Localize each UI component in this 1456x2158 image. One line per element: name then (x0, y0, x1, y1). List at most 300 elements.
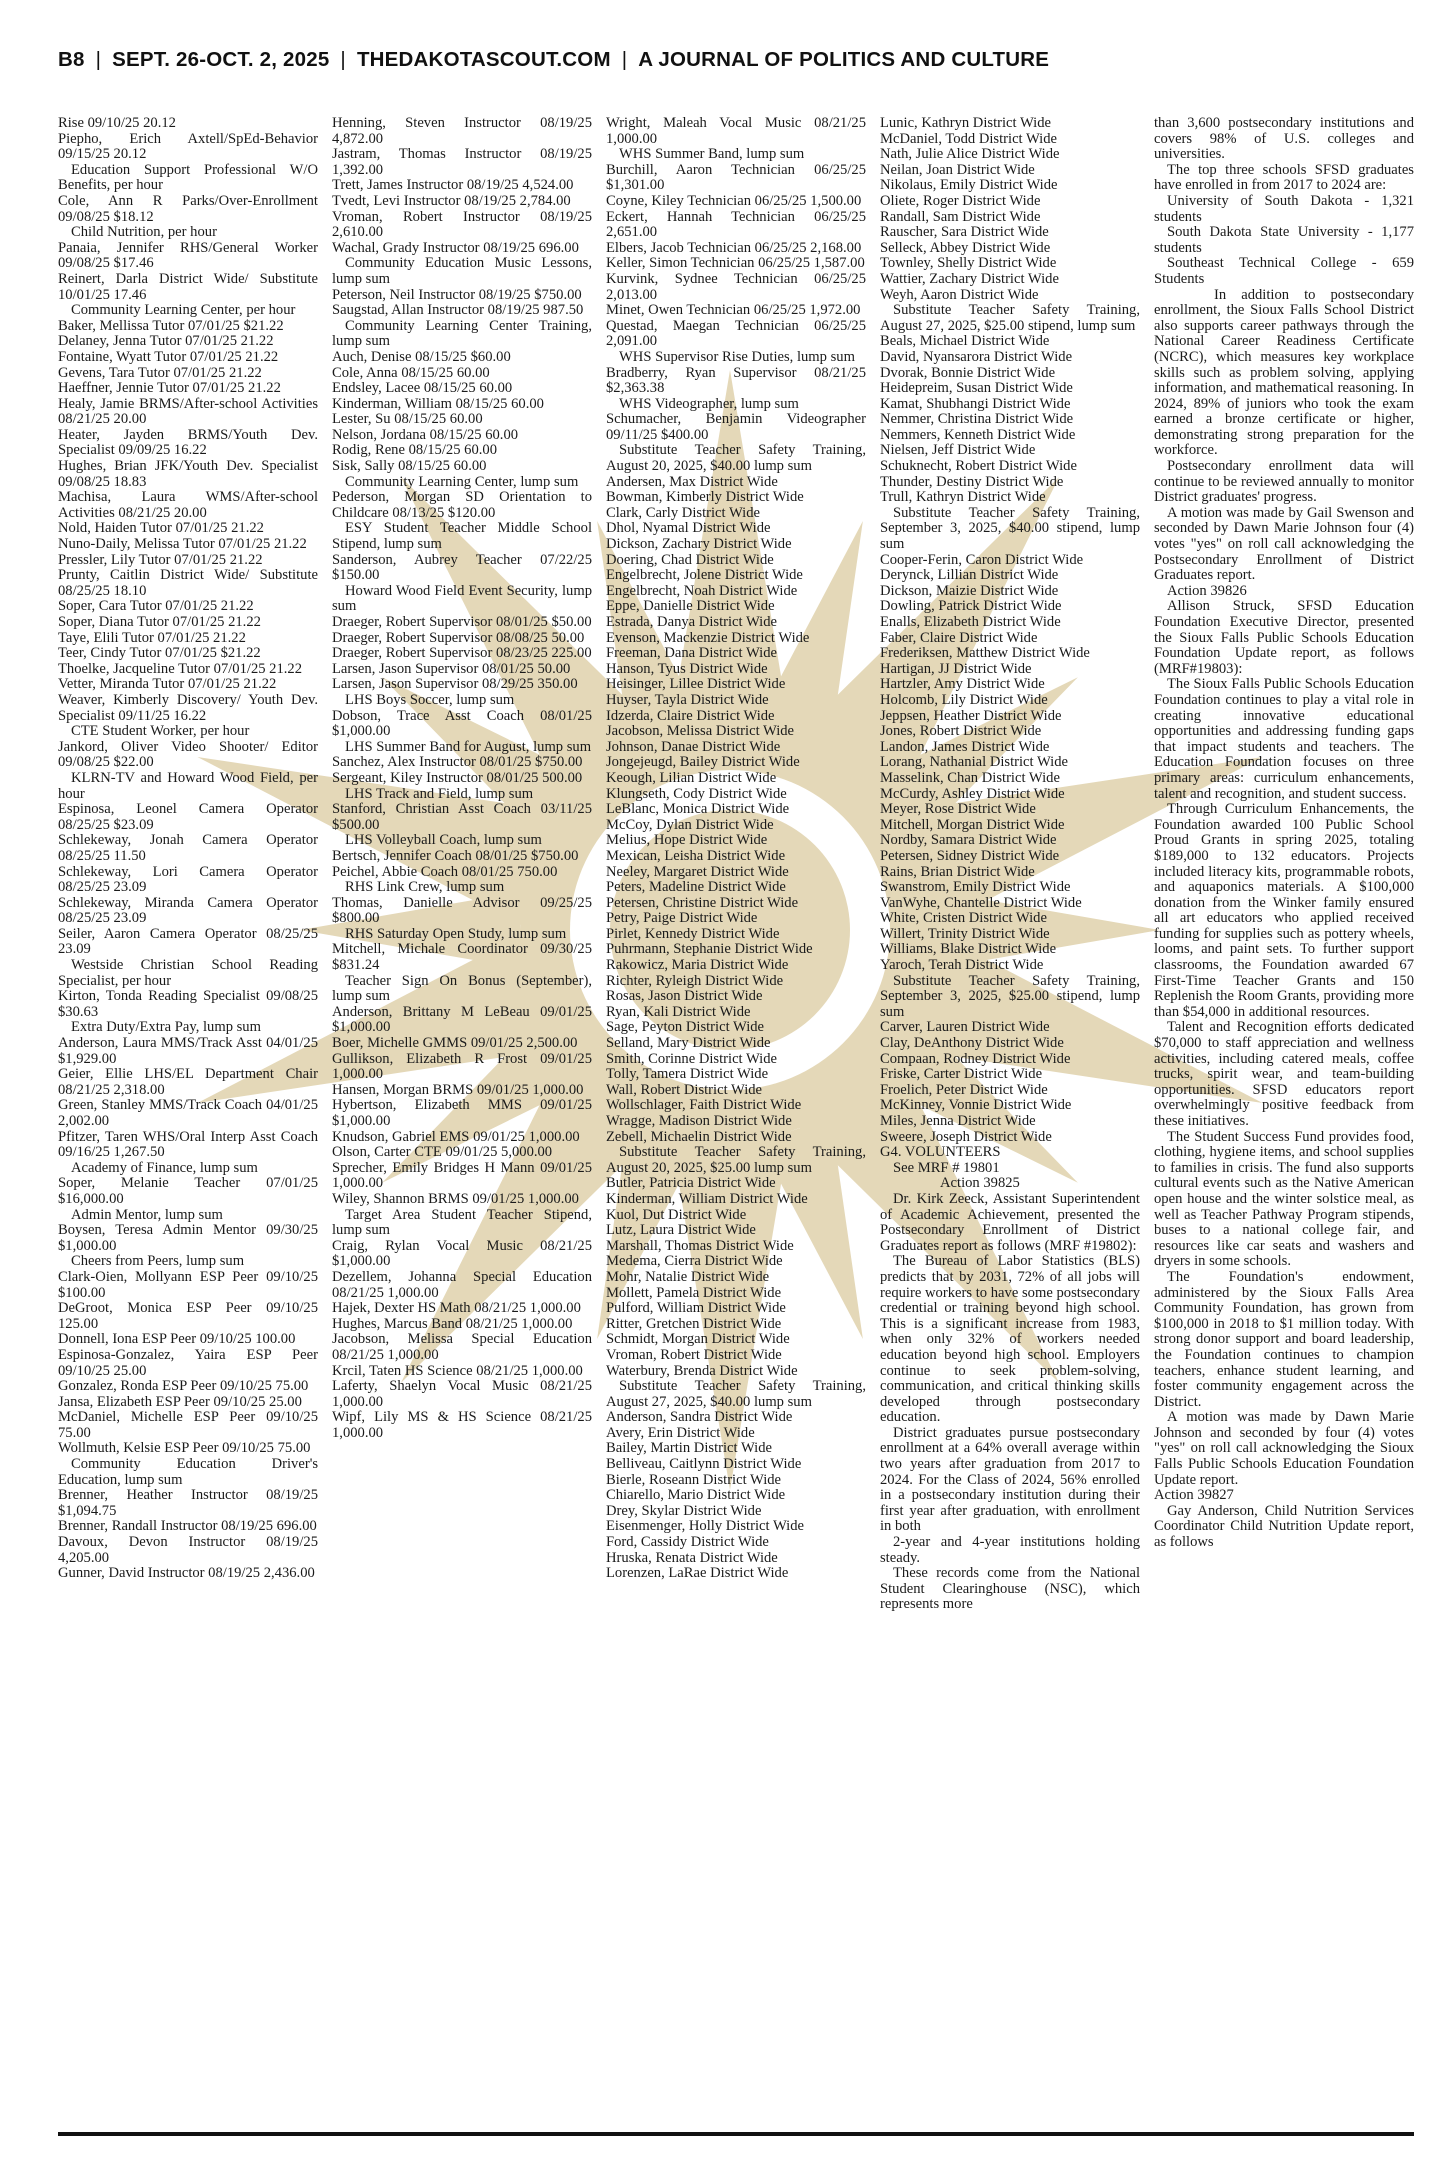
paragraph: These records come from the National Student Clearinghouse (NSC), which represents more (880, 1565, 1140, 1613)
paragraph: Geier, Ellie LHS/EL Department Chair 08/21/25 2,318.00 (58, 1066, 318, 1098)
paragraph: Carver, Lauren District Wide (880, 1019, 1050, 1036)
paragraph: Hansen, Morgan BRMS 09/01/25 1,000.00 (332, 1081, 584, 1098)
paragraph: Cheers from Peers, lump sum (71, 1253, 245, 1270)
paragraph: Through Curriculum Enhancements, the Foundation awarded 100 Public School Proud Grants in spring 2025, totaling $189,000 to 132 educators. Projects included literacy kits, programmable robots, and aquaponics materials. A $100,000 donation from the Winker family ensured all art educators who applied received funding for supplies such as pottery wheels, looms, and paint sets. To further support classrooms, the Foundation awarded 67 First-Time Teacher Grants and 150 Replenish the Room Grants, providing more than $54,000 in additional resources. (1154, 801, 1414, 1020)
paragraph: Smith, Corinne District Wide (606, 1050, 778, 1067)
paragraph: LHS Track and Field, lump sum (345, 785, 534, 802)
paragraph: Estrada, Danya District Wide (606, 614, 777, 630)
paragraph: Bowman, Kimberly District Wide (606, 489, 804, 506)
paragraph: Kinderman, William 08/15/25 60.00 (332, 395, 544, 412)
paragraph: Tolly, Tamera District Wide (606, 1066, 769, 1083)
paragraph: Piepho, Erich Axtell/SpEd-Behavior 09/15/25 20.12 (58, 130, 318, 163)
paragraph: Substitute Teacher Safety Training, August 20, 2025, $40.00 lump sum (606, 442, 866, 475)
paragraph: Pulford, William District Wide (606, 1300, 786, 1317)
paragraph: Freeman, Dana District Wide (606, 645, 777, 662)
paragraph: David, Nyansarora District Wide (880, 348, 1073, 365)
paragraph: Sergeant, Kiley Instructor 08/01/25 500.00 (332, 769, 583, 786)
paragraph: Gonzalez, Ronda ESP Peer 09/10/25 75.00 (58, 1378, 309, 1395)
paragraph: Ritter, Gretchen District Wide (606, 1315, 782, 1332)
paragraph: Butler, Patricia District Wide (606, 1175, 776, 1192)
paragraph: Dvorak, Bonnie District Wide (880, 364, 1056, 381)
paragraph: Draeger, Robert Supervisor 08/08/25 50.00 (332, 629, 585, 646)
paragraph: Puhrmann, Stephanie District Wide (606, 941, 813, 958)
issue-dates: SEPT. 26-OCT. 2, 2025 (112, 48, 330, 71)
paragraph: Wollmuth, Kelsie ESP Peer 09/10/25 75.00 (58, 1440, 311, 1457)
paragraph: Tvedt, Levi Instructor 08/19/25 2,784.00 (332, 192, 571, 209)
paragraph: McCoy, Dylan District Wide (606, 816, 774, 833)
paragraph: Education Support Professional W/O Benefits, per hour (58, 161, 318, 194)
paragraph: Rauscher, Sara District Wide (880, 224, 1049, 241)
paragraph: Community Education Music Lessons, lump sum (332, 255, 592, 287)
paragraph: than 3,600 postsecondary institutions and covers 98% of U.S. colleges and universities. (1154, 116, 1414, 163)
paragraph: Green, Stanley MMS/Track Coach 04/01/25 2,002.00 (58, 1097, 318, 1129)
paragraph: Oliete, Roger District Wide (880, 192, 1041, 209)
paragraph: Kuol, Dut District Wide (606, 1206, 747, 1223)
paragraph: Seiler, Aaron Camera Operator 08/25/25 23.09 (58, 925, 318, 958)
paragraph: WHS Summer Band, lump sum (619, 146, 805, 163)
paragraph: Engelbrecht, Jolene District Wide (606, 567, 803, 584)
paragraph: Thomas, Danielle Advisor 09/25/25 $800.00 (332, 894, 592, 927)
paragraph: Child Nutrition, per hour (71, 224, 217, 241)
paragraph: Larsen, Jason Supervisor 08/01/25 50.00 (332, 660, 571, 677)
paragraph: Yaroch, Terah District Wide (880, 957, 1044, 974)
paragraph: Endsley, Lacee 08/15/25 60.00 (332, 380, 513, 397)
paragraph: Hartzler, Amy District Wide (880, 676, 1045, 693)
paragraph: McKinney, Vonnie District Wide (880, 1097, 1072, 1114)
paragraph: Brenner, Randall Instructor 08/19/25 696.00 (58, 1518, 317, 1535)
paragraph: Schlekeway, Miranda Camera Operator 08/25/25 23.09 (58, 894, 318, 927)
paragraph: Enalls, Elizabeth District Wide (880, 614, 1061, 630)
paragraph: Keller, Simon Technician 06/25/25 1,587.00 (606, 255, 865, 272)
paragraph: LHS Boys Soccer, lump sum (345, 691, 515, 708)
header-separator: | (340, 48, 346, 71)
paragraph: Wragge, Madison District Wide (606, 1113, 792, 1129)
paragraph: Rosas, Jason District Wide (606, 988, 763, 1005)
paragraph: Froelich, Peter District Wide (880, 1081, 1048, 1098)
paragraph: Friske, Carter District Wide (880, 1066, 1043, 1083)
paragraph: Randall, Sam District Wide (880, 208, 1041, 225)
paragraph: A motion was made by Gail Swenson and seconded by Dawn Marie Johnson four (4) votes "yes" on roll call acknowledging the Postsecondary Enrollment of District Graduates report. (1154, 504, 1414, 584)
paragraph: Richter, Ryleigh District Wide (606, 972, 784, 989)
paragraph: Trett, James Instructor 08/19/25 4,524.00 (332, 177, 574, 194)
paragraph: Melius, Hope District Wide (606, 832, 768, 849)
paragraph: Gevens, Tara Tutor 07/01/25 21.22 (58, 364, 262, 381)
paragraph: Pfitzer, Taren WHS/Oral Interp Asst Coach 09/16/25 1,267.50 (58, 1128, 318, 1161)
paragraph: The Bureau of Labor Statistics (BLS) predicts that by 2031, 72% of all jobs will require workers to have some postsecondary credential or training beyond high school. This is a significant increase from 1983, when only 32% of workers needed education beyond high school. Employers continue to seek problem-solving, communication, and critical thinking skills developed through postsecondary education. (880, 1253, 1140, 1426)
paragraph: Dickson, Zachary District Wide (606, 536, 792, 553)
paragraph: Medema, Cierra District Wide (606, 1253, 783, 1270)
paragraph: Selland, Mary District Wide (606, 1035, 771, 1052)
paragraph: G4. VOLUNTEERS (880, 1144, 1001, 1161)
paragraph: Sweere, Joseph District Wide (880, 1128, 1052, 1145)
paragraph: Jeppsen, Heather District Wide (880, 707, 1062, 724)
paragraph: Nath, Julie Alice District Wide (880, 146, 1060, 163)
text-column-3 (606, 116, 866, 2066)
paragraph: Espinosa, Leonel Camera Operator 08/25/25 $23.09 (58, 801, 318, 833)
paragraph: Ford, Cassidy District Wide (606, 1534, 769, 1551)
paragraph: McCurdy, Ashley District Wide (880, 785, 1065, 802)
paragraph: Teacher Sign On Bonus (September), lump sum (332, 972, 592, 1005)
paragraph: Clay, DeAnthony District Wide (880, 1035, 1064, 1052)
paragraph: Wiley, Shannon BRMS 09/01/25 1,000.00 (332, 1190, 579, 1207)
paragraph: The Foundation's endowment, administered by the Sioux Falls Area Community Foundation, has grown from $100,000 in 2018 to $1 million today. With strong donor support and board leadership, the Foundation continues to champion teachers, enhance student learning, and foster community engagement across the District. (1154, 1268, 1414, 1410)
paragraph: Jastram, Thomas Instructor 08/19/25 1,392.00 (332, 146, 592, 178)
paragraph: District graduates pursue postsecondary enrollment at a 64% overall average within two years after graduation from 2017 to 2024. For the Class of 2024, 56% enrolled in a postsecondary institution during their first year after graduation, with enrollment in both (880, 1424, 1140, 1535)
paragraph: Rakowicz, Maria District Wide (606, 957, 789, 974)
paragraph: Clark-Oien, Mollyann ESP Peer 09/10/25 $100.00 (58, 1268, 318, 1301)
paragraph: DeGroot, Monica ESP Peer 09/10/25 125.00 (58, 1300, 318, 1332)
paragraph: Donnell, Iona ESP Peer 09/10/25 100.00 (58, 1331, 296, 1348)
paragraph: Mitchell, Morgan District Wide (880, 816, 1065, 833)
paragraph: Elbers, Jacob Technician 06/25/25 2,168.00 (606, 239, 862, 256)
paragraph: Sanchez, Alex Instructor 08/01/25 $750.00 (332, 754, 583, 771)
paragraph: Teer, Cindy Tutor 07/01/25 $21.22 (58, 645, 261, 662)
paragraph: Thunder, Destiny District Wide (880, 473, 1064, 490)
paragraph: Target Area Student Teacher Stipend, lump sum (332, 1206, 592, 1239)
paragraph: Beals, Michael District Wide (880, 333, 1050, 350)
paragraph: LHS Volleyball Coach, lump sum (345, 832, 542, 849)
paragraph: Kamat, Shubhangi District Wide (880, 395, 1071, 412)
paragraph: Action 39827 (1154, 1487, 1234, 1504)
paragraph: The Sioux Falls Public Schools Education Foundation continues to play a vital role in creating innovative educational opportunities and addressing funding gaps that impact students and teachers. The Education Foundation focuses on three primary areas: curriculum enhancements, talent and recognition, and student success. (1154, 676, 1414, 802)
paragraph: Substitute Teacher Safety Training, August 27, 2025, $40.00 lump sum (606, 1378, 866, 1410)
paragraph: Bertsch, Jennifer Coach 08/01/25 $750.00 (332, 847, 579, 864)
paragraph: Kirton, Tonda Reading Specialist 09/08/25 $30.63 (58, 988, 318, 1020)
paragraph: Williams, Blake District Wide (880, 941, 1057, 958)
paragraph: Coyne, Kiley Technician 06/25/25 1,500.00 (606, 192, 862, 209)
paragraph: Lunic, Kathryn District Wide (880, 116, 1051, 131)
paragraph: Eppe, Danielle District Wide (606, 598, 775, 615)
paragraph: Jankord, Oliver Video Shooter/ Editor 09/08/25 $22.00 (58, 738, 318, 771)
site-name: THEDAKOTASCOUT.COM (356, 48, 611, 71)
paragraph: Marshall, Thomas District Wide (606, 1237, 794, 1254)
paragraph: Anderson, Brittany M LeBeau 09/01/25 $1,000.00 (332, 1003, 592, 1036)
paragraph: Questad, Maegan Technician 06/25/25 2,091.00 (606, 317, 866, 350)
paragraph: Auch, Denise 08/15/25 $60.00 (332, 348, 511, 365)
paragraph: Lorenzen, LaRae District Wide (606, 1565, 789, 1582)
paragraph: Larsen, Jason Supervisor 08/29/25 350.00 (332, 676, 578, 693)
paragraph: Substitute Teacher Safety Training, August 27, 2025, $25.00 stipend, lump sum (880, 302, 1140, 334)
paragraph: Southeast Technical College - 659 Students (1154, 255, 1414, 287)
article-columns (58, 116, 1414, 2066)
paragraph: Schlekeway, Jonah Camera Operator 08/25/25 11.50 (58, 832, 318, 864)
paragraph: Heidepreim, Susan District Wide (880, 380, 1073, 397)
paragraph: Nordby, Samara District Wide (880, 832, 1057, 849)
paragraph: Mexican, Leisha District Wide (606, 847, 786, 864)
paragraph: Peters, Madeline District Wide (606, 879, 786, 896)
paragraph: Lester, Su 08/15/25 60.00 (332, 411, 483, 428)
paragraph: University of South Dakota - 1,321 students (1154, 192, 1414, 225)
paragraph: Gay Anderson, Child Nutrition Services Coordinator Child Nutrition Update report, as follows (1154, 1502, 1414, 1551)
paragraph: CTE Student Worker, per hour (71, 723, 250, 740)
paragraph: Bailey, Martin District Wide (606, 1440, 772, 1457)
paragraph: Schumacher, Benjamin Videographer 09/11/25 $400.00 (606, 411, 866, 443)
paragraph: Wattier, Zachary District Wide (880, 270, 1059, 287)
paragraph: Substitute Teacher Safety Training, August 20, 2025, $25.00 lump sum (606, 1144, 866, 1176)
paragraph: Kurvink, Sydnee Technician 06/25/25 2,013.00 (606, 270, 866, 303)
paragraph: Dickson, Maizie District Wide (880, 582, 1059, 599)
paragraph: Craig, Rylan Vocal Music 08/21/25 $1,000.00 (332, 1237, 592, 1270)
paragraph: Petersen, Christine District Wide (606, 894, 799, 911)
paragraph: KLRN-TV and Howard Wood Field, per hour (58, 769, 318, 802)
paragraph: Minet, Owen Technician 06/25/25 1,972.00 (606, 302, 861, 319)
paragraph: Zebell, Michaelin District Wide (606, 1128, 792, 1145)
paragraph: Brenner, Heather Instructor 08/19/25 $1,094.75 (58, 1487, 318, 1519)
paragraph: McDaniel, Michelle ESP Peer 09/10/25 75.00 (58, 1409, 318, 1441)
paragraph: Ryan, Kali District Wide (606, 1003, 751, 1020)
paragraph: Hartigan, JJ District Wide (880, 660, 1032, 677)
paragraph: Wollschlager, Faith District Wide (606, 1097, 802, 1114)
paragraph: Taye, Elili Tutor 07/01/25 21.22 (58, 629, 246, 646)
paragraph: A motion was made by Dawn Marie Johnson and seconded by four (4) votes "yes" on roll call acknowledging the Sioux Falls Public Schools Education Foundation Update report. (1154, 1409, 1414, 1488)
text-column-5 (1154, 116, 1414, 2066)
paragraph: Healy, Jamie BRMS/After-school Activities 08/21/25 20.00 (58, 395, 318, 428)
paragraph: South Dakota State University - 1,177 students (1154, 224, 1414, 256)
paragraph: Nelson, Jordana 08/15/25 60.00 (332, 426, 519, 443)
paragraph: Nemmers, Kenneth District Wide (880, 426, 1076, 443)
paragraph: Eckert, Hannah Technician 06/25/25 2,651.00 (606, 208, 866, 241)
paragraph: Jones, Robert District Wide (880, 723, 1042, 740)
paragraph: Sprecher, Emily Bridges H Mann 09/01/25 1,000.00 (332, 1159, 592, 1192)
paragraph: Cole, Ann R Parks/Over-Enrollment 09/08/25 $18.12 (58, 192, 318, 225)
paragraph: Mollett, Pamela District Wide (606, 1284, 782, 1301)
paragraph: Frederiksen, Matthew District Wide (880, 645, 1090, 662)
paragraph: Academy of Finance, lump sum (71, 1159, 258, 1176)
paragraph: Heater, Jayden BRMS/Youth Dev. Specialist 09/09/25 16.22 (58, 426, 318, 459)
paragraph: Nikolaus, Emily District Wide (880, 177, 1058, 194)
paragraph: Extra Duty/Extra Pay, lump sum (71, 1019, 261, 1036)
page-header (58, 48, 1418, 78)
paragraph: Selleck, Abbey District Wide (880, 239, 1051, 256)
paragraph: Anderson, Sandra District Wide (606, 1409, 793, 1426)
header-separator: | (621, 48, 628, 71)
paragraph: Haeffner, Jennie Tutor 07/01/25 21.22 (58, 380, 281, 397)
paragraph: Cooper-Ferin, Caron District Wide (880, 551, 1084, 568)
paragraph: Jacobson, Melissa Special Education 08/21/25 1,000.00 (332, 1331, 592, 1363)
paragraph: Lorang, Nathanial District Wide (880, 754, 1068, 771)
paragraph: Townley, Shelly District Wide (880, 255, 1057, 272)
paragraph: Thoelke, Jacqueline Tutor 07/01/25 21.22 (58, 660, 303, 677)
paragraph: Substitute Teacher Safety Training, September 3, 2025, $40.00 stipend, lump sum (880, 504, 1140, 553)
paragraph: WHS Videographer, lump sum (619, 395, 799, 412)
paragraph: Prunty, Caitlin District Wide/ Substitute 08/25/25 18.10 (58, 567, 318, 599)
paragraph: LeBlanc, Monica District Wide (606, 801, 790, 818)
paragraph: Doering, Chad District Wide (606, 551, 774, 568)
paragraph: Peterson, Neil Instructor 08/19/25 $750.00 (332, 286, 582, 303)
paragraph: Action 39826 (1167, 582, 1247, 599)
paragraph: Nemmer, Christina District Wide (880, 411, 1074, 428)
paragraph: Allison Struck, SFSD Education Foundation Executive Director, presented the Sioux Falls Public Schools Education Foundation Update report, as follows (MRF#19803): (1154, 598, 1414, 677)
paragraph: Evenson, Mackenzie District Wide (606, 629, 810, 646)
paragraph: Jacobson, Melissa District Wide (606, 723, 795, 740)
paragraph: RHS Saturday Open Study, lump sum (345, 925, 567, 942)
paragraph: Dhol, Nyamal District Wide (606, 520, 771, 537)
paragraph: Talent and Recognition efforts dedicated $70,000 to staff appreciation and wellness activities, including catered meals, coffee trucks, spirit wear, and team-building opportunities. SFSD educators report overwhelmingly positive feedback from these initiatives. (1154, 1019, 1414, 1129)
paragraph: Lutz, Laura District Wide (606, 1222, 756, 1239)
paragraph: Espinosa-Gonzalez, Yaira ESP Peer 09/10/25 25.00 (58, 1346, 318, 1379)
paragraph: Gunner, David Instructor 08/19/25 2,436.00 (58, 1565, 315, 1582)
paragraph: Machisa, Laura WMS/After-school Activities 08/21/25 20.00 (58, 489, 318, 521)
paragraph: Hajek, Dexter HS Math 08/21/25 1,000.00 (332, 1300, 581, 1317)
paragraph: Reinert, Darla District Wide/ Substitute 10/01/25 17.46 (58, 270, 318, 303)
paragraph: Keough, Lilian District Wide (606, 769, 777, 786)
paragraph: 2-year and 4-year institutions holding steady. (880, 1534, 1140, 1566)
paragraph: Swanstrom, Emily District Wide (880, 879, 1071, 896)
paragraph: Schuknecht, Robert District Wide (880, 458, 1077, 475)
paragraph: Henning, Steven Instructor 08/19/25 4,872.00 (332, 116, 592, 147)
paragraph: Hruska, Renata District Wide (606, 1549, 778, 1566)
paragraph: Petry, Paige District Wide (606, 910, 758, 927)
paragraph: Trull, Kathryn District Wide (880, 489, 1046, 506)
paragraph: Draeger, Robert Supervisor 08/01/25 $50.00 (332, 614, 592, 630)
paragraph: Derynck, Lillian District Wide (880, 567, 1059, 584)
paragraph: Weyh, Aaron District Wide (880, 286, 1039, 303)
paragraph: Howard Wood Field Event Security, lump sum (332, 582, 592, 615)
paragraph: Pressler, Lily Tutor 07/01/25 21.22 (58, 551, 263, 568)
paragraph: Waterbury, Brenda District Wide (606, 1362, 798, 1379)
text-column-1 (58, 116, 318, 2066)
paragraph: Weaver, Kimberly Discovery/ Youth Dev. Specialist 09/11/25 16.22 (58, 691, 318, 724)
paragraph: Compaan, Rodney District Wide (880, 1050, 1071, 1067)
paragraph: White, Cristen District Wide (880, 910, 1047, 927)
paragraph: Neilan, Joan District Wide (880, 161, 1035, 178)
paragraph: Wright, Maleah Vocal Music 08/21/25 1,000.00 (606, 116, 866, 147)
paragraph: Nielsen, Jeff District Wide (880, 442, 1036, 459)
paragraph: Sanderson, Aubrey Teacher 07/22/25 $150.00 (332, 551, 592, 584)
paragraph: Belliveau, Caitlynn District Wide (606, 1456, 802, 1473)
paragraph: VanWyhe, Chantelle District Wide (880, 894, 1082, 911)
paragraph: Stanford, Christian Asst Coach 03/11/25 $500.00 (332, 801, 592, 833)
paragraph: Delaney, Jenna Tutor 07/01/25 21.22 (58, 333, 274, 350)
paragraph: Davoux, Devon Instructor 08/19/25 4,205.00 (58, 1534, 318, 1566)
paragraph: RHS Link Crew, lump sum (345, 879, 505, 896)
paragraph: Boysen, Teresa Admin Mentor 09/30/25 $1,000.00 (58, 1222, 318, 1254)
paragraph: Community Learning Center, per hour (71, 302, 296, 319)
paragraph: Vroman, Robert Instructor 08/19/25 2,610.00 (332, 208, 592, 241)
paragraph: Vetter, Miranda Tutor 07/01/25 21.22 (58, 676, 277, 693)
paragraph: Rodig, Rene 08/15/25 60.00 (332, 442, 497, 459)
paragraph: Heisinger, Lillee District Wide (606, 676, 786, 693)
bottom-rule (58, 2132, 1414, 2136)
paragraph: Clark, Carly District Wide (606, 504, 760, 521)
paragraph: LHS Summer Band for August, lump sum (345, 738, 592, 755)
paragraph: Nold, Haiden Tutor 07/01/25 21.22 (58, 520, 264, 537)
paragraph: Krcil, Taten HS Science 08/21/25 1,000.00 (332, 1362, 583, 1379)
paragraph: In addition to postsecondary enrollment, the Sioux Falls School District also supports career pathways through the National Career Readiness Certificate (NCRC), which measures key workplace skills such as problem solving, applying information, and mathematical reasoning. In 2024, 89% of juniors who took the exam earned a bronze certificate or higher, demonstrating strong preparation for the workforce. (1154, 286, 1414, 459)
paragraph: Kinderman, William District Wide (606, 1190, 808, 1207)
paragraph: Mohr, Natalie District Wide (606, 1268, 770, 1285)
paragraph: Landon, James District Wide (880, 738, 1050, 755)
paragraph: Nuno-Daily, Melissa Tutor 07/01/25 21.22 (58, 536, 307, 553)
paragraph: Dezellem, Johanna Special Education 08/21/25 1,000.00 (332, 1268, 592, 1301)
paragraph: Idzerda, Claire District Wide (606, 707, 775, 724)
paragraph: Westside Christian School Reading Specialist, per hour (58, 957, 318, 989)
paragraph: Soper, Cara Tutor 07/01/25 21.22 (58, 598, 254, 615)
paragraph: Engelbrecht, Noah District Wide (606, 582, 798, 599)
paragraph: Petersen, Sidney District Wide (880, 847, 1060, 864)
paragraph: ESY Student Teacher Middle School Stipend, lump sum (332, 520, 592, 553)
paragraph: Drey, Skylar District Wide (606, 1502, 762, 1519)
paragraph: The top three schools SFSD graduates have enrolled in from 2017 to 2024 are: (1154, 161, 1414, 194)
paragraph: Dobson, Trace Asst Coach 08/01/25 $1,000.00 (332, 707, 592, 740)
paragraph: Schlekeway, Lori Camera Operator 08/25/25 23.09 (58, 863, 318, 896)
paragraph: Holcomb, Lily District Wide (880, 691, 1048, 708)
paragraph: Olson, Carter CTE 09/01/25 5,000.00 (332, 1144, 553, 1161)
paragraph: Hughes, Marcus Band 08/21/25 1,000.00 (332, 1315, 573, 1332)
paragraph: Admin Mentor, lump sum (71, 1206, 223, 1223)
paragraph: Avery, Erin District Wide (606, 1424, 755, 1441)
paragraph: Action 39825 (940, 1175, 1020, 1192)
paragraph: Vroman, Robert District Wide (606, 1346, 782, 1363)
paragraph: Klungseth, Cody District Wide (606, 785, 787, 802)
paragraph: Faber, Claire District Wide (880, 629, 1038, 646)
paragraph: Knudson, Gabriel EMS 09/01/25 1,000.00 (332, 1128, 580, 1145)
paragraph: Wipf, Lily MS & HS Science 08/21/25 1,000.00 (332, 1409, 592, 1441)
paragraph: The Student Success Fund provides food, clothing, hygiene items, and school supplies to families in crisis. The fund also supports cultural events such as the Native American open house and the winter solstice meal, as well as Teacher Pathway Program stipends, buses to a national college fair, and resources like car seats and washers and dryers in some schools. (1154, 1128, 1414, 1270)
paragraph: Jongejeugd, Bailey District Wide (606, 754, 800, 771)
paragraph: McDaniel, Todd District Wide (880, 130, 1057, 147)
text-column-4 (880, 116, 1140, 2066)
paragraph: Meyer, Rose District Wide (880, 801, 1036, 818)
paragraph: WHS Supervisor Rise Duties, lump sum (619, 348, 855, 365)
paragraph: Sage, Peyton District Wide (606, 1019, 765, 1036)
paragraph: Bierle, Roseann District Wide (606, 1471, 782, 1488)
paragraph: Chiarello, Mario District Wide (606, 1487, 786, 1504)
paragraph: Laferty, Shaelyn Vocal Music 08/21/25 1,000.00 (332, 1378, 592, 1410)
paragraph: Draeger, Robert Supervisor 08/23/25 225.00 (332, 645, 592, 662)
paragraph: Cole, Anna 08/15/25 60.00 (332, 364, 490, 381)
paragraph: Burchill, Aaron Technician 06/25/25 $1,301.00 (606, 161, 866, 194)
paragraph: Anderson, Laura MMS/Track Asst 04/01/25 $1,929.00 (58, 1035, 318, 1067)
paragraph: Masselink, Chan District Wide (880, 769, 1060, 786)
paragraph: Panaia, Jennifer RHS/General Worker 09/08/25 $17.46 (58, 239, 318, 272)
paragraph: Pederson, Morgan SD Orientation to Childcare 08/13/25 $120.00 (332, 489, 592, 521)
paragraph: Gullikson, Elizabeth R Frost 09/01/25 1,000.00 (332, 1050, 592, 1083)
paragraph: Dowling, Patrick District Wide (880, 598, 1062, 615)
paragraph: Jansa, Elizabeth ESP Peer 09/10/25 25.00 (58, 1393, 302, 1410)
paragraph: Rains, Brian District Wide (880, 863, 1035, 880)
paragraph: Soper, Melanie Teacher 07/01/25 $16,000.00 (58, 1175, 318, 1207)
paragraph: Sisk, Sally 08/15/25 60.00 (332, 458, 487, 475)
tagline: A JOURNAL OF POLITICS AND CULTURE (638, 48, 1050, 71)
paragraph: Miles, Jenna District Wide (880, 1113, 1036, 1129)
paragraph: Community Learning Center, lump sum (345, 473, 579, 490)
paragraph: Dr. Kirk Zeeck, Assistant Superintendent of Academic Achievement, presented the Postsecondary Enrollment of District Graduates report as follows (MRF #19802): (880, 1190, 1140, 1254)
paragraph: Wall, Robert District Wide (606, 1081, 763, 1098)
paragraph: Johnson, Danae District Wide (606, 738, 781, 755)
paragraph: Neeley, Margaret District Wide (606, 863, 789, 880)
paragraph: Soper, Diana Tutor 07/01/25 21.22 (58, 614, 261, 630)
paragraph: Hanson, Tyus District Wide (606, 660, 768, 677)
paragraph: Boer, Michelle GMMS 09/01/25 2,500.00 (332, 1035, 578, 1052)
paragraph: Peichel, Abbie Coach 08/01/25 750.00 (332, 863, 558, 880)
paragraph: Postsecondary enrollment data will continue to be reviewed annually to monitor District graduates' progress. (1154, 458, 1414, 506)
paragraph: Community Education Driver's Education, lump sum (58, 1456, 318, 1488)
paragraph: Rise 09/10/25 20.12 (58, 116, 176, 131)
header-separator: | (95, 48, 102, 71)
paragraph: Wachal, Grady Instructor 08/19/25 696.00 (332, 239, 579, 256)
paragraph: Andersen, Max District Wide (606, 473, 778, 490)
paragraph: Schmidt, Morgan District Wide (606, 1331, 790, 1348)
paragraph: Eisenmenger, Holly District Wide (606, 1518, 804, 1535)
page-number: B8 (58, 48, 85, 71)
paragraph: Hughes, Brian JFK/Youth Dev. Specialist 09/08/25 18.83 (58, 458, 318, 490)
paragraph: Willert, Trinity District Wide (880, 925, 1050, 942)
paragraph: Mitchell, Michale Coordinator 09/30/25 $831.24 (332, 941, 592, 974)
paragraph: Hybertson, Elizabeth MMS 09/01/25 $1,000.00 (332, 1097, 592, 1129)
paragraph: Pirlet, Kennedy District Wide (606, 925, 780, 942)
paragraph: Bradberry, Ryan Supervisor 08/21/25 $2,363.38 (606, 364, 866, 397)
